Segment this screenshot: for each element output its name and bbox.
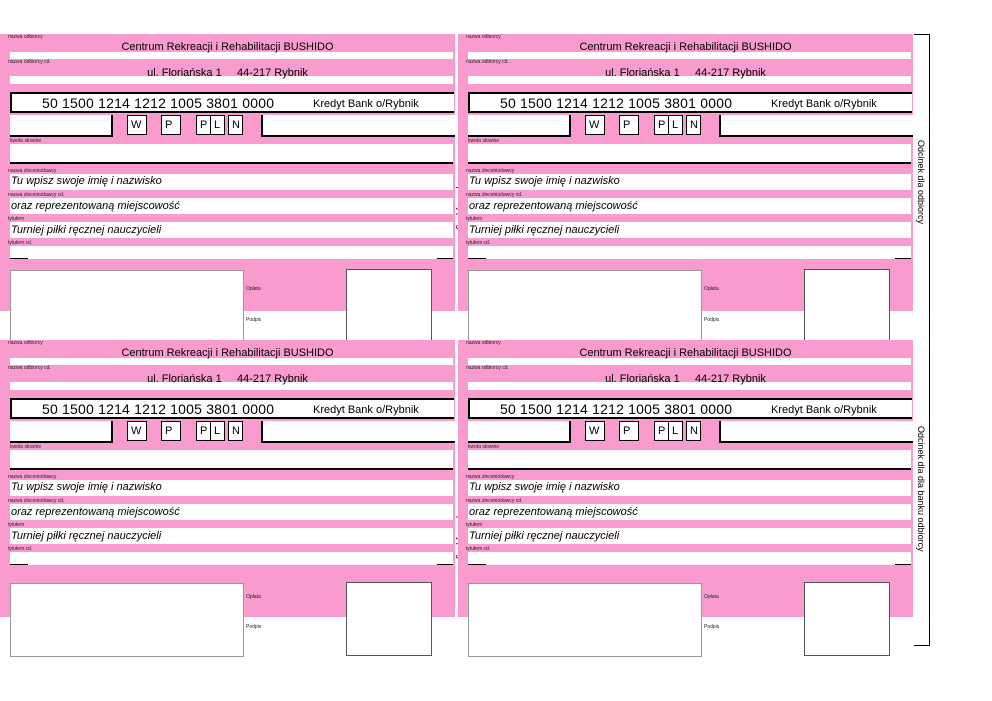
recipient-name: Centrum Rekreacji i Rehabilitacji BUSHIDO — [121, 347, 334, 359]
recipient-address: ul. Floriańska 1 44-217 Rybnik — [605, 373, 766, 385]
box-currency-2: L — [210, 115, 225, 135]
box-currency-1: P — [196, 115, 211, 135]
payer-city: oraz reprezentowaną miejscowość — [11, 506, 180, 518]
box-w: W — [585, 115, 605, 135]
bank-name: Kredyt Bank o/Rybnik — [771, 98, 877, 110]
label-signature: Podpis — [246, 317, 262, 323]
transfer-slip-bottom-right: nazwa odbiorcy Centrum Rekreacji i Rehabilitacji BUSHIDO nazwa odbiorcy cd. ul. Floriańska 1 44-217 Rybnik 50 1500 1214 1212 1005 3801 0000 Kredyt Bank o/Rybnik W P P L N kwota słownie nazwa zleceniodawcy Tu wpisz swoje imię i nazwisko nazwa zleceniodawcy cd. oraz reprezentowaną miejscowość tytułem Turniej piłki ręcznej nauczycieli tytułem cd. Opłata Podpis — [458, 340, 918, 650]
label-title-cont: tytułem cd. — [8, 240, 33, 246]
stamp-area — [10, 583, 244, 657]
fee-box — [804, 582, 890, 656]
box-p: P — [619, 421, 639, 441]
fee-box — [346, 269, 432, 341]
box-currency-3: N — [228, 115, 243, 135]
right-edge — [929, 34, 930, 646]
recipient-name: Centrum Rekreacji i Rehabilitacji BUSHIDO — [579, 41, 792, 53]
payer-name: Tu wpisz swoje imię i nazwisko — [469, 481, 620, 493]
payer-city: oraz reprezentowaną miejscowość — [11, 200, 180, 212]
title-value: Turniej piłki ręcznej nauczycieli — [11, 530, 162, 542]
recipient-address: ul. Floriańska 1 44-217 Rybnik — [605, 67, 766, 79]
stamp-area — [468, 270, 702, 342]
box-w: W — [127, 421, 147, 441]
account-number: 50 1500 1214 1212 1005 3801 0000 — [500, 401, 733, 417]
amount-right-field — [261, 115, 455, 137]
bank-name: Kredyt Bank o/Rybnik — [313, 404, 419, 416]
account-number: 50 1500 1214 1212 1005 3801 0000 — [500, 95, 733, 111]
label-recipient: nazwa odbiorcy — [8, 34, 43, 40]
label-amount-words: kwota słownie — [10, 138, 42, 144]
fee-box — [346, 582, 432, 656]
box-p: P — [161, 115, 181, 135]
payer-name: Tu wpisz swoje imię i nazwisko — [469, 175, 620, 187]
recipient-name: Centrum Rekreacji i Rehabilitacji BUSHIDO — [121, 41, 334, 53]
side-label-bottom-right: Odcinek dla dla banku odbiorcy — [916, 426, 926, 552]
recipient-address: ul. Floriańska 1 44-217 Rybnik — [147, 373, 308, 385]
recipient-name: Centrum Rekreacji i Rehabilitacji BUSHIDO — [579, 347, 792, 359]
stamp-area — [10, 270, 244, 342]
box-p: P — [619, 115, 639, 135]
account-field — [468, 92, 912, 113]
account-field — [468, 398, 912, 419]
label-recipient-cont: nazwa odbiorcy cd. — [8, 59, 51, 65]
transfer-slip-bottom-left: nazwa odbiorcy Centrum Rekreacji i Rehabilitacji BUSHIDO nazwa odbiorcy cd. ul. Floriańska 1 44-217 Rybnik 50 1500 1214 1212 1005 3801 0000 Kredyt Bank o/Rybnik W P P L N kwota słownie nazwa zleceniodawcy Tu wpisz swoje imię i nazwisko nazwa zleceniodawcy cd. oraz reprezentowaną miejscowość tytułem Turniej piłki ręcznej nauczycieli tytułem cd. Opłata Podpis — [0, 340, 460, 650]
title-value: Turniej piłki ręcznej nauczycieli — [11, 224, 162, 236]
title-value: Turniej piłki ręcznej nauczycieli — [469, 530, 620, 542]
label-fee: Opłata — [246, 286, 261, 292]
payer-city: oraz reprezentowaną miejscowość — [469, 200, 638, 212]
amount-field — [10, 115, 113, 137]
transfer-slip-top-right: nazwa odbiorcy Centrum Rekreacji i Rehabilitacji BUSHIDO nazwa odbiorcy cd. ul. Floriańska 1 44-217 Rybnik 50 1500 1214 1212 1005 3801 0000 Kredyt Bank o/Rybnik W P P L N kwota słownie nazwa zleceniodawcy Tu wpisz swoje imię i nazwisko nazwa zleceniodawcy cd. oraz reprezentowaną miejscowość tytułem Turniej piłki ręcznej nauczycieli tytułem cd. Opłata Podpis — [458, 34, 918, 344]
recipient-address: ul. Floriańska 1 44-217 Rybnik — [147, 67, 308, 79]
account-number: 50 1500 1214 1212 1005 3801 0000 — [42, 401, 275, 417]
label-payer-cont: nazwa zleceniodawcy cd. — [8, 192, 65, 198]
bank-name: Kredyt Bank o/Rybnik — [771, 404, 877, 416]
label-title: tytułem — [8, 216, 25, 222]
box-p: P — [161, 421, 181, 441]
payer-name: Tu wpisz swoje imię i nazwisko — [11, 481, 162, 493]
account-field — [10, 92, 454, 113]
account-field — [10, 398, 454, 419]
stamp-area — [468, 583, 702, 657]
payer-city: oraz reprezentowaną miejscowość — [469, 506, 638, 518]
bank-name: Kredyt Bank o/Rybnik — [313, 98, 419, 110]
amount-words-field — [10, 144, 453, 164]
box-w: W — [585, 421, 605, 441]
box-w: W — [127, 115, 147, 135]
account-number: 50 1500 1214 1212 1005 3801 0000 — [42, 95, 275, 111]
side-label-top-right: Odcinek dla odbiorcy — [916, 140, 926, 225]
fee-box — [804, 269, 890, 341]
transfer-slip-top-left — [0, 34, 460, 344]
title-value: Turniej piłki ręcznej nauczycieli — [469, 224, 620, 236]
label-payer: nazwa zleceniodawcy — [8, 168, 57, 174]
payer-name: Tu wpisz swoje imię i nazwisko — [11, 175, 162, 187]
